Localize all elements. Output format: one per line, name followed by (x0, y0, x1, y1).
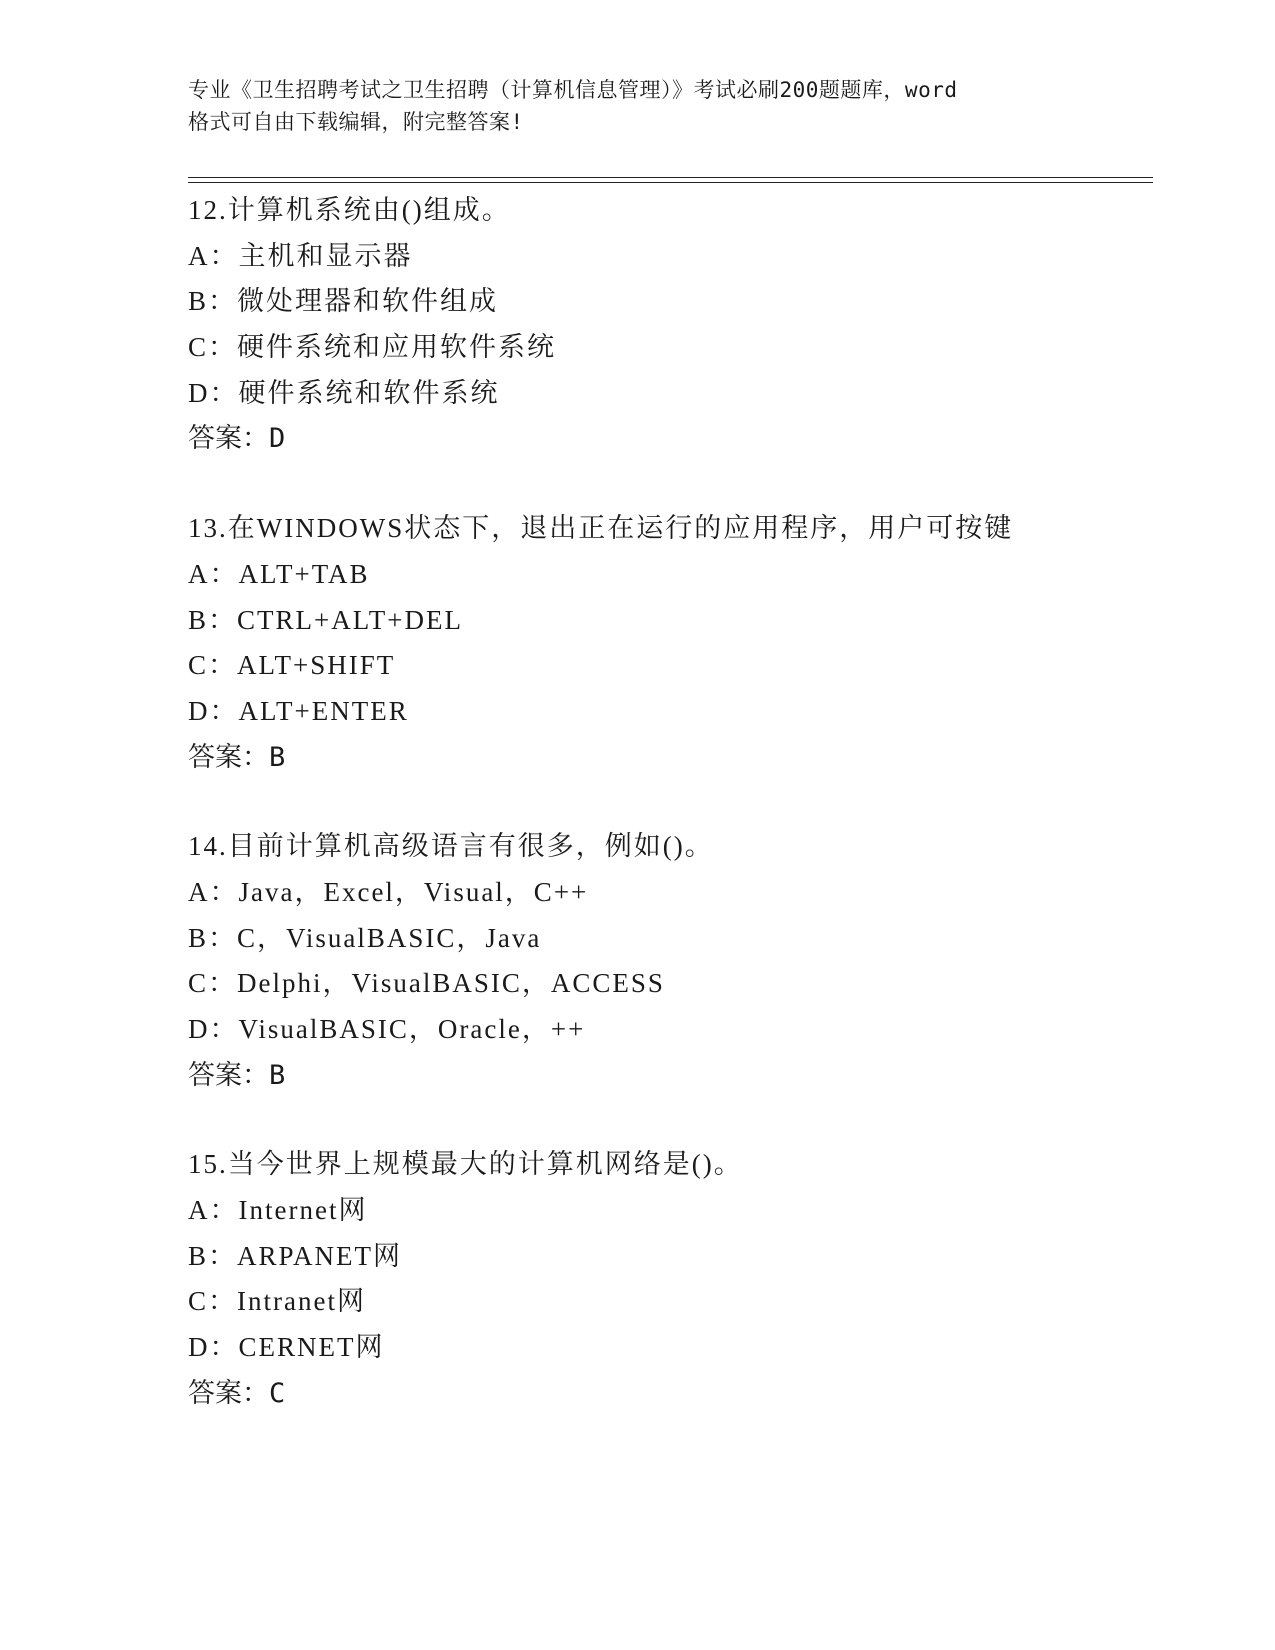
question-stem: 13.在WINDOWS状态下，退出正在运行的应用程序，用户可按键 (188, 513, 1014, 544)
answer-label: 答案： (188, 423, 269, 455)
answer-line (188, 735, 1148, 781)
option-b: B：ARPANET网 (188, 1240, 403, 1271)
answer-value: B (269, 1059, 286, 1091)
question-13 (188, 506, 1148, 780)
option-a: A：Internet网 (188, 1195, 368, 1226)
header-line-1: 专业《卫生招聘考试之卫生招聘（计算机信息管理）》考试必刷200题题库，word (188, 78, 958, 102)
question-stem: 12.计算机系统由()组成。 (188, 195, 511, 225)
question-12 (188, 188, 1148, 462)
question-stem: 15.当今世界上规模最大的计算机网络是()。 (188, 1149, 743, 1180)
question-15 (188, 1142, 1148, 1416)
option-d: D：ALT+ENTER (188, 695, 409, 726)
question-list (188, 188, 1148, 1461)
header-divider-top (188, 177, 1153, 178)
option-a: A：Java，Excel，Visual，C++ (188, 876, 589, 907)
option-b: B：微处理器和软件组成 (188, 286, 499, 317)
header-divider-bottom (188, 182, 1153, 183)
option-c: C：Delphi，VisualBASIC，ACCESS (188, 968, 665, 999)
option-d: D：CERNET网 (188, 1332, 385, 1363)
option-b: B：CTRL+ALT+DEL (188, 604, 463, 635)
option-c: C：Intranet网 (188, 1286, 366, 1317)
answer-value: D (269, 423, 286, 455)
answer-value: C (269, 1377, 286, 1409)
option-a: A：ALT+TAB (188, 558, 370, 589)
question-stem: 14.目前计算机高级语言有很多，例如()。 (188, 831, 714, 862)
option-d: D：硬件系统和软件系统 (188, 377, 500, 408)
header-line-2: 格式可自由下载编辑，附完整答案! (188, 110, 524, 134)
option-a: A：主机和显示器 (188, 240, 413, 271)
question-14 (188, 824, 1148, 1098)
answer-value: B (269, 741, 286, 773)
option-c: C：ALT+SHIFT (188, 650, 396, 681)
answer-line (188, 416, 1148, 462)
answer-line (188, 1053, 1148, 1099)
answer-label: 答案： (188, 1059, 269, 1091)
option-c: C：硬件系统和应用软件系统 (188, 332, 557, 363)
answer-line (188, 1371, 1148, 1417)
option-b: B：C，VisualBASIC，Java (188, 922, 542, 953)
document-header (188, 74, 1088, 138)
answer-label: 答案： (188, 1377, 269, 1409)
answer-label: 答案： (188, 741, 269, 773)
option-d: D：VisualBASIC，Oracle，++ (188, 1014, 586, 1044)
